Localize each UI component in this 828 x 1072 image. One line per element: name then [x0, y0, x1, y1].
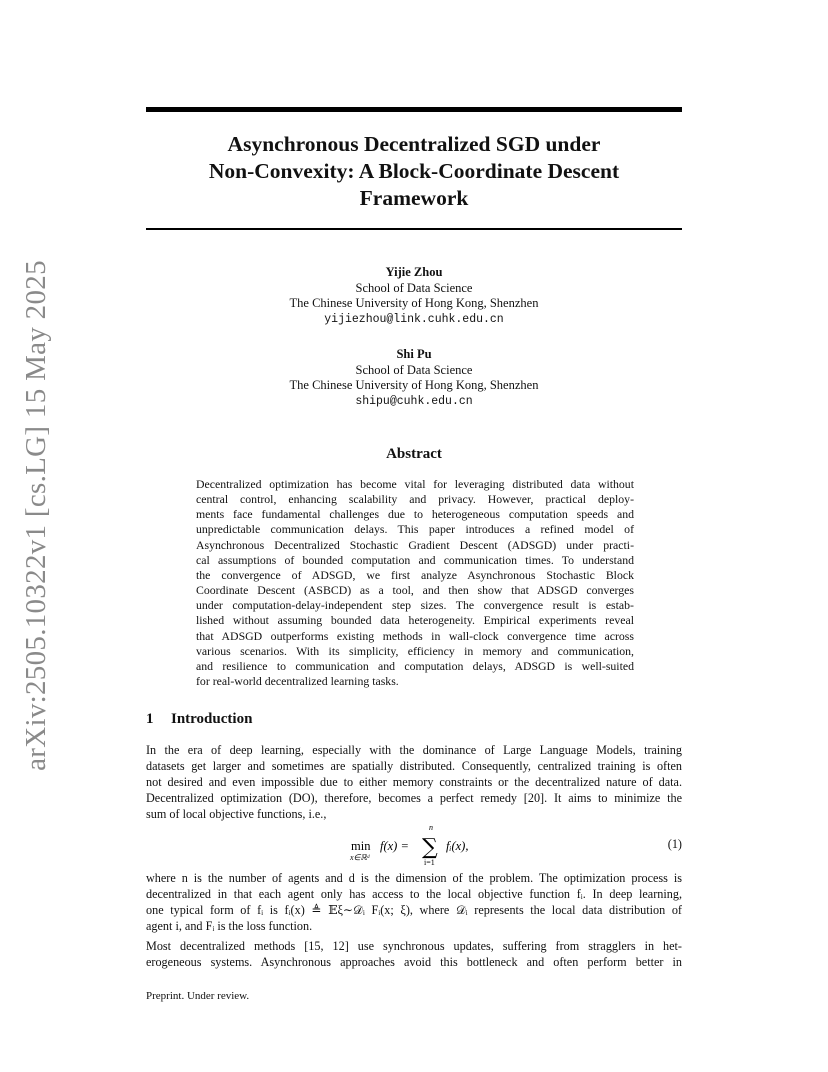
sum-symbol: ∑ — [422, 835, 438, 860]
author-email: shipu@cuhk.edu.cn — [355, 394, 473, 408]
abstract-line: ments face fundamental challenges due to heterogeneous computation speeds and — [196, 507, 634, 522]
paragraph-line: decentralized in that each agent only has access to the local objective function fᵢ. In deep learning, — [146, 886, 682, 901]
title-top-rule — [146, 107, 682, 112]
title-line: Framework — [359, 186, 469, 210]
paragraph-line: where n is the number of agents and d is the dimension of the problem. The optimization process is — [146, 871, 682, 885]
arxiv-identifier: arXiv:2505.10322v1 [cs.LG] 15 May 2025 — [19, 259, 52, 771]
abstract-line: central control, enhancing scalability and privacy. However, practical deploy- — [196, 492, 634, 507]
eq-lhs: f(x) = — [380, 839, 409, 853]
paragraph-line: one typical form of fᵢ is fᵢ(x) ≜ 𝔼ξ∼𝒟ᵢ Fᵢ(x; ξ), where 𝒟ᵢ represents the local data distribution of — [146, 902, 682, 917]
paragraph-line: datasets get larger and sometimes are spatially distributed. Consequently, centralized training is often — [146, 758, 682, 773]
title-line: Non-Convexity: A Block-Coordinate Descent — [208, 159, 620, 183]
abstract-line: cal assumptions of bounded computation and communication times. To understand — [196, 552, 634, 567]
abstract-body — [196, 477, 634, 689]
arxiv-side-stamp — [16, 259, 56, 771]
abstract-line: for real-world decentralized learning tasks. — [196, 674, 399, 689]
author-block-2 — [146, 347, 682, 409]
section-heading-introduction — [146, 711, 252, 728]
intro-paragraph-3 — [146, 939, 682, 971]
eq-min-subscript: x∈ℝᵈ — [350, 853, 370, 862]
preprint-footer: Preprint. Under review. — [146, 990, 250, 1002]
eq-min: min — [351, 839, 371, 853]
author-email: yijiezhou@link.cuhk.edu.cn — [324, 312, 504, 326]
title-bottom-rule — [146, 228, 682, 230]
abstract-line: the convergence of ADSGD, we first analyze Asynchronous Stochastic Block — [196, 567, 634, 582]
title-line: Asynchronous Decentralized SGD under — [227, 132, 601, 156]
paragraph-line: Decentralized optimization (DO), therefore, becomes a perfect remedy [20]. It aims to minimize the — [146, 790, 682, 805]
abstract-line: that ADSGD outperforms existing methods in wall-clock convergence time across — [196, 628, 634, 643]
paragraph-line: Most decentralized methods [15, 12] use synchronous updates, suffering from stragglers in het- — [146, 939, 682, 953]
author-school: School of Data Science — [355, 280, 473, 295]
author-name: Yijie Zhou — [385, 265, 443, 279]
abstract-line: Asynchronous Decentralized Stochastic Gradient Descent (ADSGD) under practi- — [196, 537, 634, 552]
paragraph-line: agent i, and Fᵢ is the loss function. — [146, 918, 313, 933]
author-university: The Chinese University of Hong Kong, Shenzhen — [289, 378, 539, 392]
eq-rhs: fᵢ(x), — [446, 839, 469, 853]
section-number: 1 — [146, 711, 154, 727]
author-school: School of Data Science — [355, 362, 473, 377]
abstract-line: and resilience to communication and computation delays, ADSGD is well-suited — [196, 658, 634, 673]
abstract-line: under computation-delay-independent step sizes. The convergence result is estab- — [196, 598, 634, 613]
equation-formula — [146, 823, 566, 867]
eq-sum-top: n — [429, 823, 433, 832]
intro-paragraph-1 — [146, 743, 682, 823]
paragraph-line: In the era of deep learning, especially with the dominance of Large Language Models, training — [146, 743, 682, 757]
paragraph-line: erogeneous systems. Asynchronous approaches avoid this bottleneck and often perform better in — [146, 954, 682, 969]
abstract-line: unpredictable communication delays. This paper introduces a refined model of — [196, 522, 634, 537]
section-title: Introduction — [171, 711, 253, 727]
intro-paragraph-2 — [146, 871, 682, 935]
paper-title — [146, 131, 682, 212]
eq-sum-bottom: i=1 — [424, 858, 435, 867]
author-university: The Chinese University of Hong Kong, Shenzhen — [289, 296, 539, 310]
abstract-line: various scenarios. With its simplicity, efficiency in memory and communication, — [196, 643, 634, 658]
author-block-1 — [146, 265, 682, 327]
paragraph-line: sum of local objective functions, i.e., — [146, 806, 327, 821]
paragraph-line: not desired and even impossible due to either memory constraints or the decentralized nature of data. — [146, 774, 682, 789]
abstract-line: Decentralized optimization has become vital for leveraging distributed data without — [196, 477, 634, 491]
abstract-line: Coordinate Descent (ASBCD) as a tool, and then show that ADSGD converges — [196, 583, 634, 598]
abstract-line: lished without assuming bounded data heterogeneity. Empirical experiments reveal — [196, 613, 634, 628]
equation-1 — [146, 823, 682, 867]
equation-number: (1) — [667, 837, 682, 851]
abstract-heading: Abstract — [386, 446, 442, 462]
author-name: Shi Pu — [396, 347, 432, 361]
